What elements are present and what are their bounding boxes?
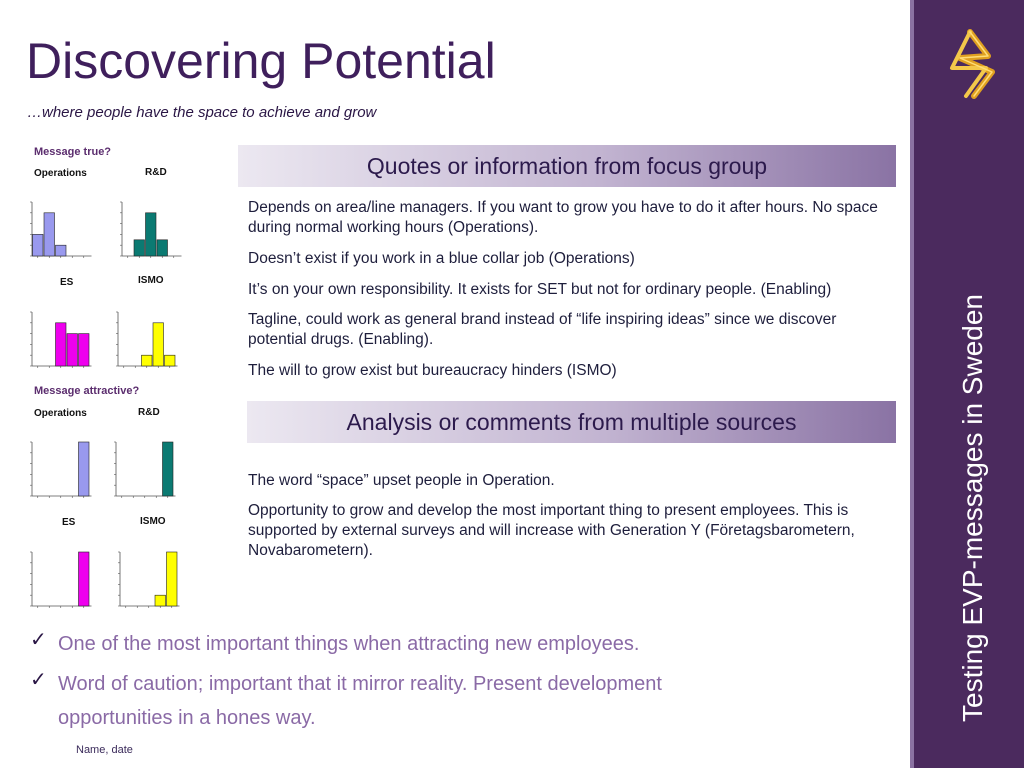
chart-title: ISMO bbox=[138, 275, 164, 286]
analysis-item: The word “space” upset people in Operation. bbox=[248, 472, 555, 489]
chart-bar bbox=[134, 240, 145, 256]
sidebar-edge bbox=[910, 0, 914, 768]
chart-bar bbox=[67, 334, 78, 366]
mini-bar-chart bbox=[116, 196, 182, 266]
chart-bar bbox=[163, 442, 174, 496]
chart-title: ISMO bbox=[140, 516, 166, 527]
chart-bar bbox=[44, 213, 55, 256]
chart-title: Operations bbox=[34, 408, 87, 419]
sidebar-title: Testing EVP-messages in Sweden bbox=[957, 294, 988, 722]
check-icon: ✓ bbox=[30, 669, 47, 691]
footer-name-date: Name, date bbox=[76, 744, 133, 756]
quote-item: The will to grow exist but bureaucracy hinders (ISMO) bbox=[248, 362, 617, 379]
chart-bar bbox=[157, 240, 168, 256]
chart-bar bbox=[142, 355, 153, 366]
mini-bar-chart bbox=[26, 196, 92, 266]
quote-item: Depends on area/line managers. If you want to grow you have to do it after hours. No space during normal working hours (Operations). bbox=[248, 199, 878, 236]
chart-bar bbox=[56, 323, 67, 366]
mini-bar-chart bbox=[112, 306, 178, 376]
mini-bar-chart bbox=[26, 436, 92, 506]
chart-bar bbox=[153, 323, 164, 366]
conclusion-item: One of the most important things when attracting new employees. bbox=[58, 633, 640, 655]
chart-bar bbox=[165, 355, 176, 366]
mini-bar-chart bbox=[110, 436, 176, 506]
logo-icon bbox=[940, 28, 1000, 100]
mini-bar-chart bbox=[114, 546, 180, 616]
chart-bar bbox=[79, 334, 90, 366]
chart-bar bbox=[79, 442, 90, 496]
chart-bar bbox=[79, 552, 90, 606]
page-subtitle: …where people have the space to achieve and grow bbox=[27, 104, 377, 121]
quote-item: Tagline, could work as general brand instead of “life inspiring ideas” since we discover potential drugs. (Enabling). bbox=[248, 311, 837, 348]
analysis-item: Opportunity to grow and develop the most important thing to present employees. This is supported by external surveys and will increase with Generation Y (Företagsbarometern, Novabarometern). bbox=[248, 502, 855, 559]
chart-bar bbox=[146, 213, 157, 256]
quotes-header: Quotes or information from focus group bbox=[238, 145, 896, 187]
mini-bar-chart bbox=[26, 306, 92, 376]
chart-title: ES bbox=[62, 517, 76, 528]
quote-item: It’s on your own responsibility. It exists for SET but not for ordinary people. (Enabling) bbox=[248, 281, 832, 298]
conclusion-item: Word of caution; important that it mirror reality. Present development opportunities in a hones way. bbox=[58, 673, 662, 729]
chart-title: R&D bbox=[145, 167, 167, 178]
chart-title: ES bbox=[60, 277, 74, 288]
check-icon: ✓ bbox=[30, 629, 47, 651]
page-title: Discovering Potential bbox=[26, 33, 496, 89]
chart-title: Operations bbox=[34, 168, 87, 179]
chart-bar bbox=[33, 234, 44, 256]
analysis-header: Analysis or comments from multiple sources bbox=[247, 401, 896, 443]
message-attractive-label: Message attractive? bbox=[34, 385, 140, 397]
chart-bar bbox=[155, 595, 166, 606]
mini-bar-chart bbox=[26, 546, 92, 616]
chart-bar bbox=[167, 552, 178, 606]
chart-bar bbox=[56, 245, 67, 256]
chart-title: R&D bbox=[138, 407, 160, 418]
quote-item: Doesn’t exist if you work in a blue collar job (Operations) bbox=[248, 250, 635, 267]
message-true-label: Message true? bbox=[34, 146, 112, 158]
